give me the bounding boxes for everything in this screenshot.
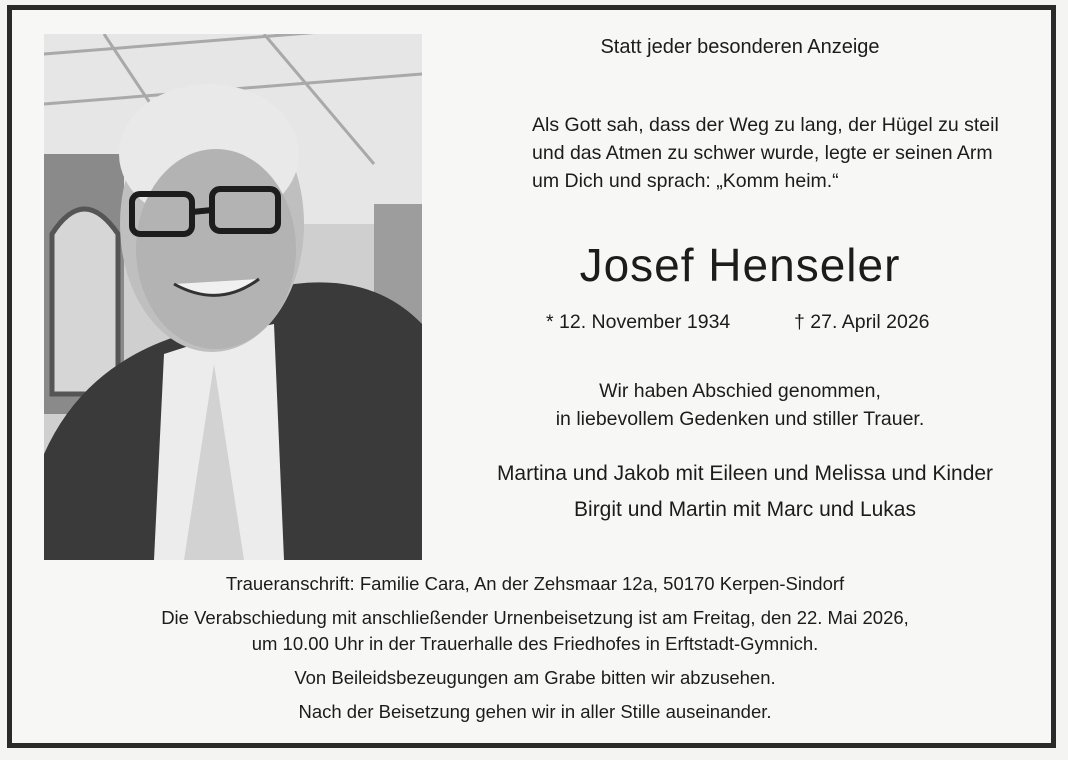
- verse-line: und das Atmen zu schwer wurde, legte er seinen Arm: [532, 142, 993, 164]
- family-line: Birgit und Martin mit Marc und Lukas: [574, 498, 916, 521]
- closing-note: Nach der Beisetzung gehen wir in aller Stille auseinander.: [298, 701, 772, 722]
- verse-line: Als Gott sah, dass der Weg zu lang, der Hügel zu steil: [532, 114, 999, 136]
- verse-line: um Dich und sprach: „Komm heim.“: [532, 170, 839, 192]
- farewell-line: in liebevollem Gedenken und stiller Trauer.: [555, 408, 925, 430]
- farewell-text: [470, 377, 1010, 433]
- headline-text: Statt jeder besonderen Anzeige: [600, 36, 880, 58]
- family-names: [430, 456, 1060, 528]
- deceased-name: Josef Henseler: [579, 239, 901, 291]
- farewell-line: Wir haben Abschied genommen,: [599, 380, 881, 402]
- family-line: Martina und Jakob mit Eileen und Melissa und Kinder: [496, 462, 994, 485]
- funeral-details-line: um 10.00 Uhr in der Trauerhalle des Friedhofes in Erftstadt-Gymnich.: [251, 633, 819, 654]
- funeral-details-line: Die Verabschiedung mit anschließender Urnenbeisetzung ist am Freitag, den 22. Mai 2026,: [161, 607, 909, 628]
- condolence-note: Von Beileidsbezeugungen am Grabe bitten wir abzusehen.: [294, 667, 776, 688]
- memorial-verse: [532, 111, 1032, 195]
- death-date: † 27. April 2026: [794, 311, 930, 333]
- birth-date: * 12. November 1934: [546, 311, 731, 333]
- portrait-photo: [44, 34, 422, 560]
- funeral-information: [60, 571, 1010, 725]
- mourning-address: Traueranschrift: Familie Cara, An der Zehsmaar 12a, 50170 Kerpen-Sindorf: [225, 573, 845, 594]
